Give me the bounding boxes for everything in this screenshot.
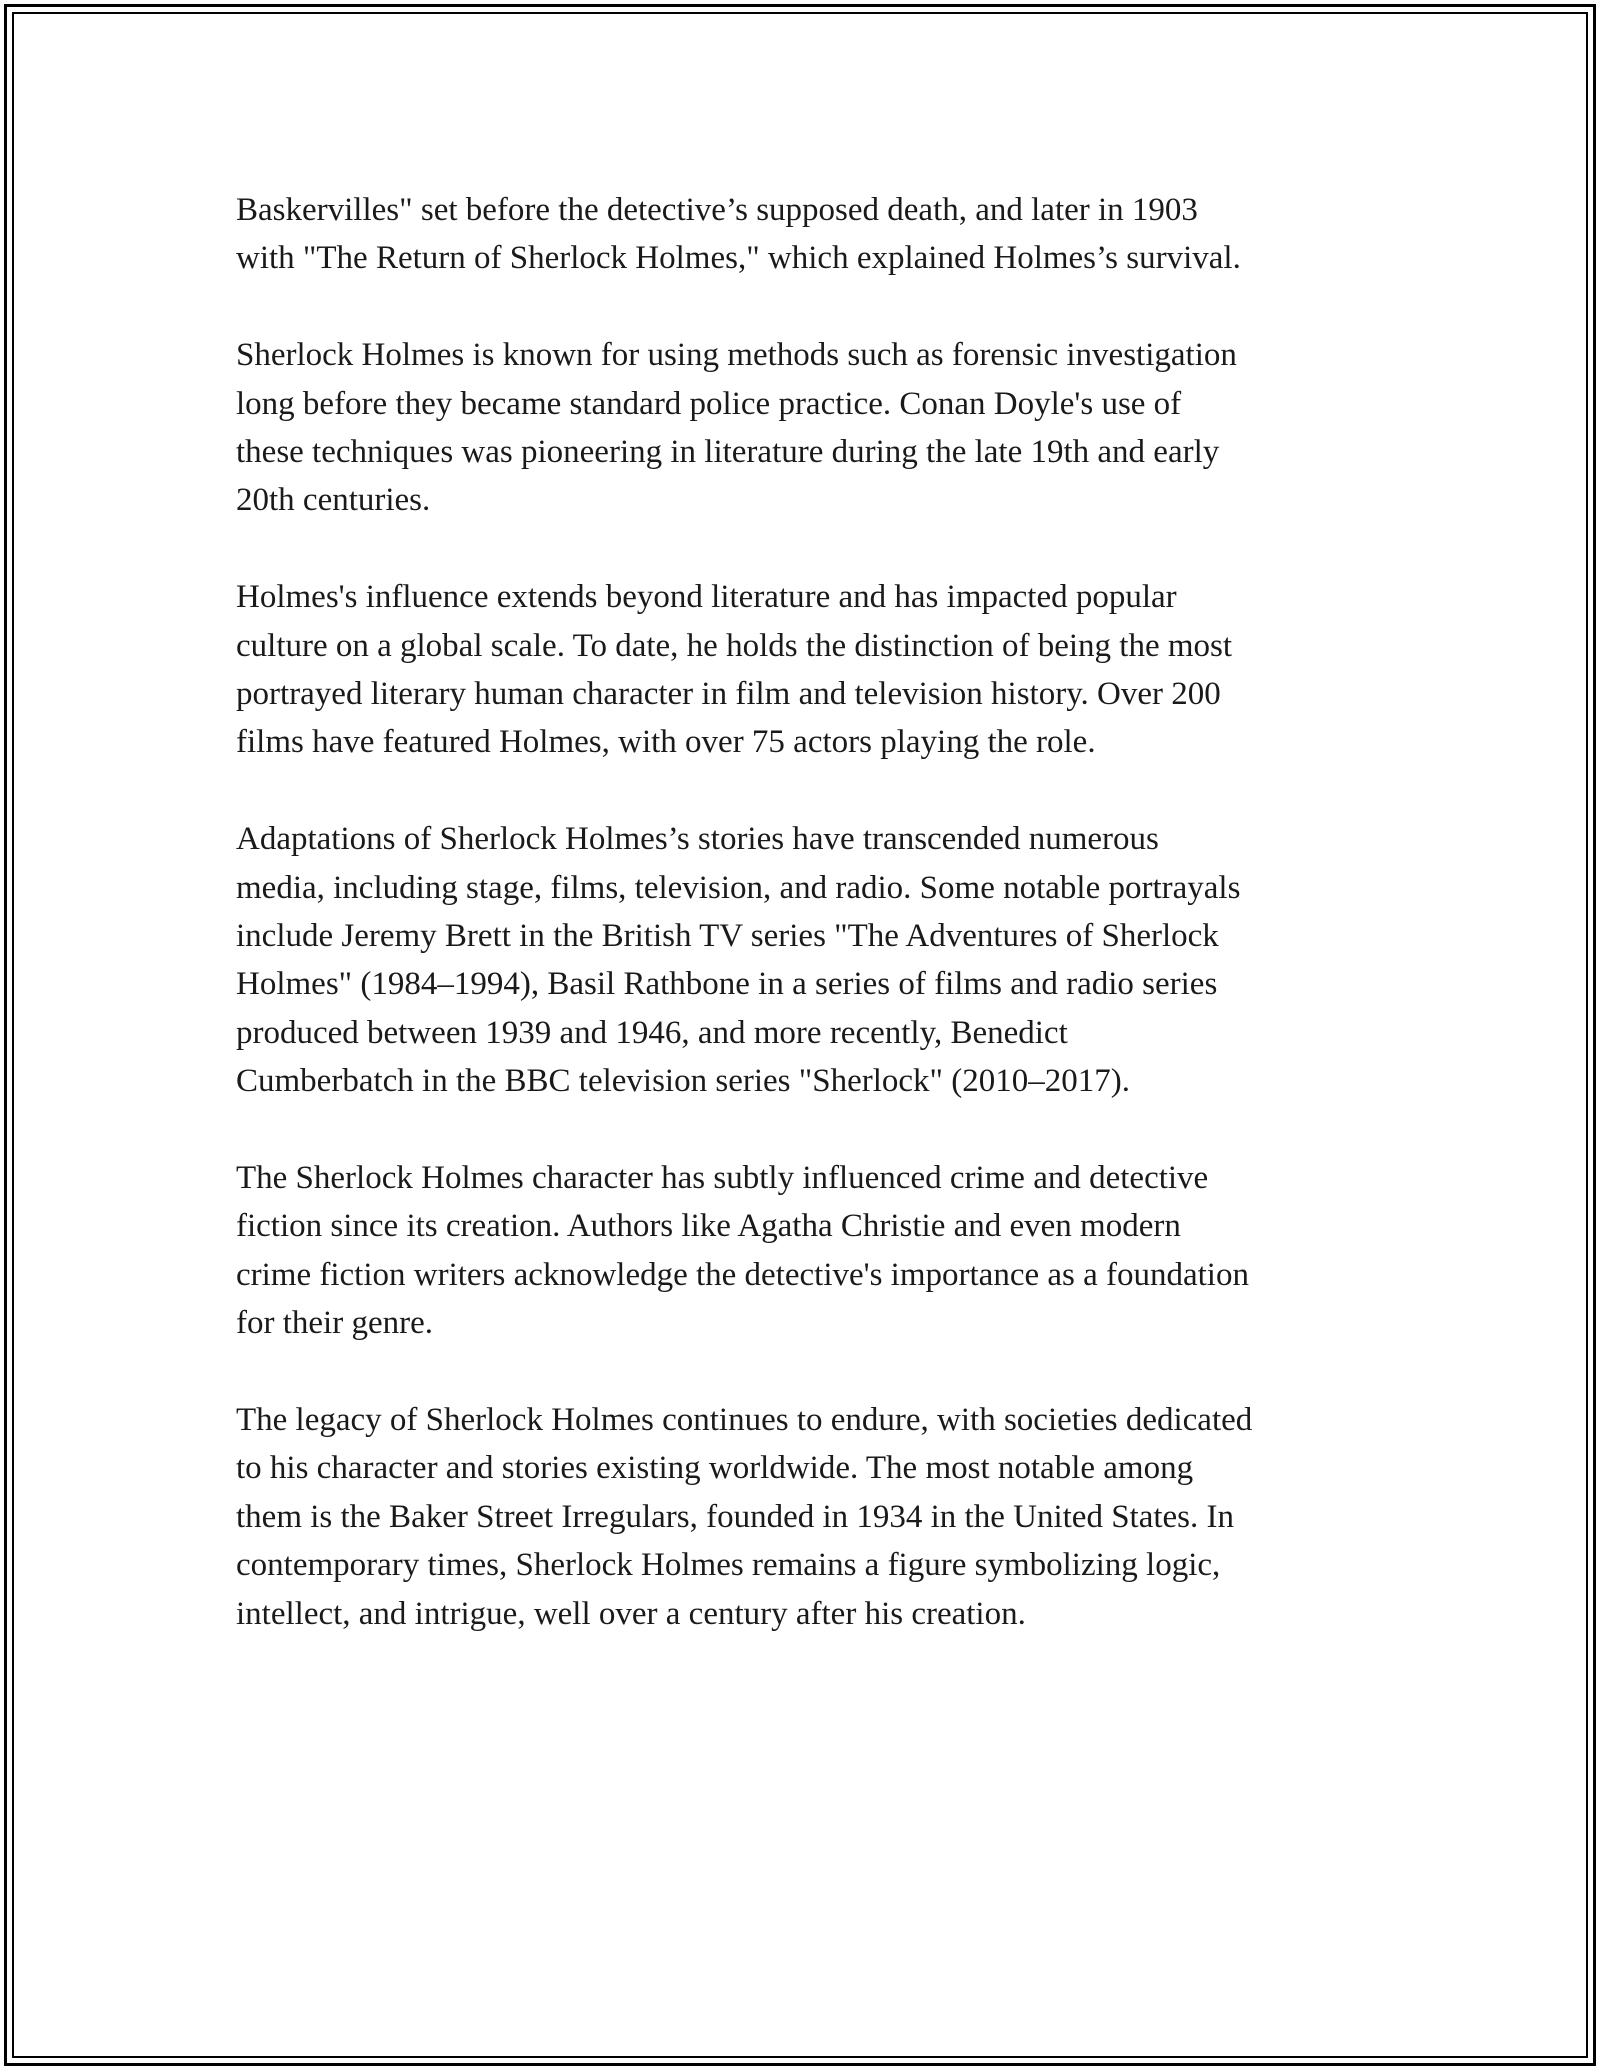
text-line: fiction since its creation. Authors like Agatha Christie and even modern (236, 1208, 1181, 1245)
text-line: contemporary times, Sherlock Holmes remains a figure symbolizing logic, (236, 1547, 1221, 1584)
text-line: portrayed literary human character in film and television history. Over 200 (236, 676, 1221, 713)
text-line: media, including stage, films, television, and radio. Some notable portrayals (236, 869, 1241, 906)
text-line: Baskervilles" set before the detective’s supposed death, and later in 1903 (236, 192, 1198, 228)
paragraph-crime-fiction (236, 1154, 1376, 1348)
paragraph-influence (236, 573, 1376, 767)
text-line: intellect, and intrigue, well over a century after his creation. (236, 1595, 1026, 1632)
text-line: Holmes's influence extends beyond literature and has impacted popular (236, 579, 1177, 616)
text-line: Sherlock Holmes is known for using methods such as forensic investigation (236, 337, 1237, 374)
paragraph-legacy (236, 1396, 1376, 1638)
paragraph-forensic-methods (236, 331, 1376, 525)
text-line: Cumberbatch in the BBC television series "Sherlock" (2010–2017). (236, 1063, 1130, 1100)
text-line: to his character and stories existing worldwide. The most notable among (236, 1450, 1194, 1487)
text-line: crime fiction writers acknowledge the detective's importance as a foundation (236, 1256, 1249, 1293)
text-line: include Jeremy Brett in the British TV series "The Adventures of Sherlock (236, 918, 1219, 955)
text-line: films have featured Holmes, with over 75 actors playing the role. (236, 724, 1096, 761)
text-line: for their genre. (236, 1305, 433, 1342)
text-line: Adaptations of Sherlock Holmes’s stories have transcended numerous (236, 821, 1159, 858)
text-line: with "The Return of Sherlock Holmes," which explained Holmes’s survival. (236, 240, 1241, 277)
text-line: 20th centuries. (236, 482, 431, 519)
text-line: Holmes" (1984–1994), Basil Rathbone in a series of films and radio series (236, 966, 1218, 1003)
paragraph-adaptations (236, 815, 1376, 1105)
text-line: these techniques was pioneering in literature during the late 19th and early (236, 434, 1220, 471)
text-line: them is the Baker Street Irregulars, founded in 1934 in the United States. In (236, 1498, 1235, 1535)
paragraph-baskervilles (236, 186, 1376, 283)
text-line: The Sherlock Holmes character has subtly influenced crime and detective (236, 1160, 1209, 1197)
document-body (236, 186, 1376, 1687)
text-line: long before they became standard police practice. Conan Doyle's use of (236, 385, 1182, 422)
text-line: culture on a global scale. To date, he holds the distinction of being the most (236, 627, 1233, 664)
text-line: The legacy of Sherlock Holmes continues to endure, with societies dedicated (236, 1402, 1253, 1439)
text-line: produced between 1939 and 1946, and more recently, Benedict (236, 1014, 1068, 1051)
